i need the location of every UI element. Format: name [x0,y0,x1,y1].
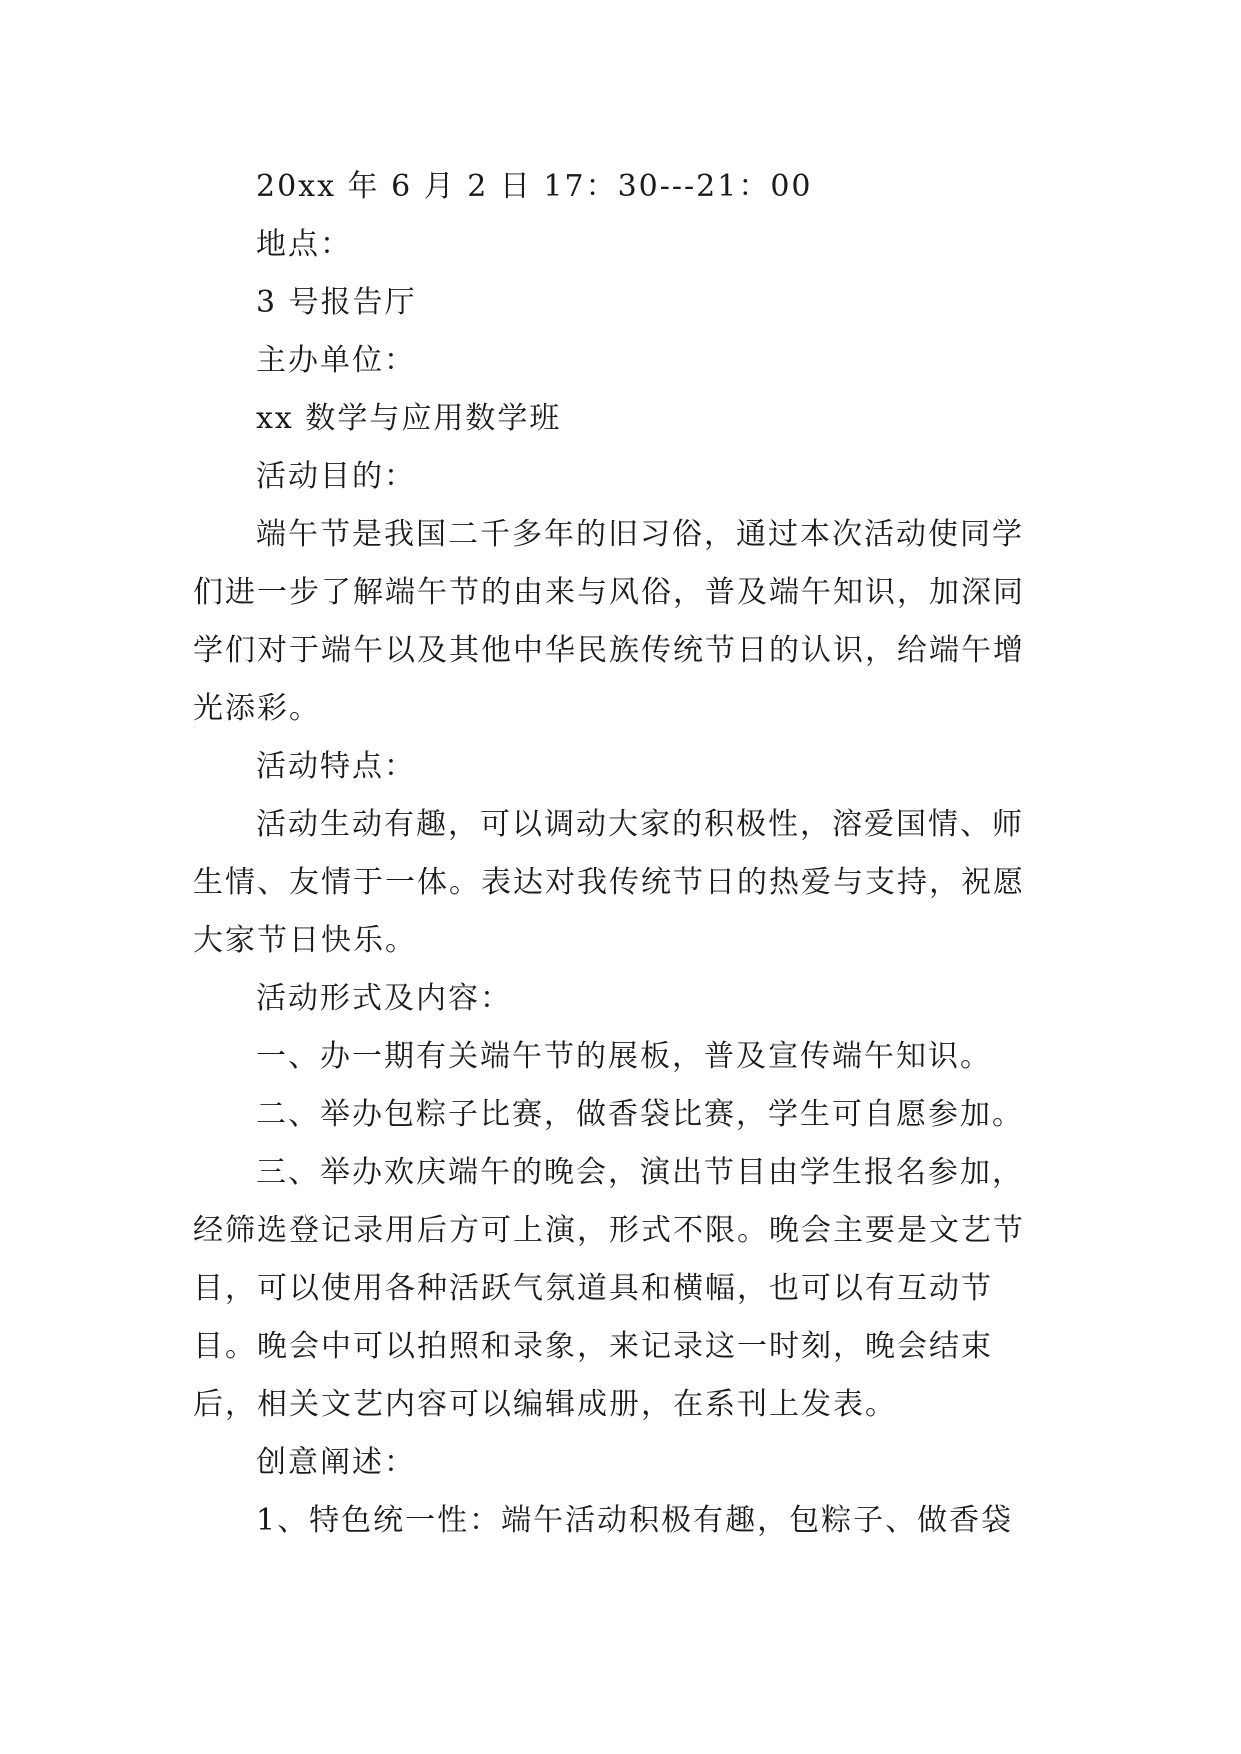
purpose-heading: 活动目的： [256,459,416,494]
organizer-heading: 主办单位： [256,343,416,378]
idea-item-1: 1、特色统一性：端午活动积极有趣，包粽子、做香袋 [256,1503,1014,1538]
form-item-3: 三、举办欢庆端午的晚会，演出节目由学生报名参加，经筛选登记录用后方可上演，形式不限。晚会主要是文艺节目，可以使用各种活跃气氛道具和横幅，也可以有互动节目。晚会中可以拍照和录象，来记录这一时刻，晚会结束后，相关文艺内容可以编辑成册，在系刊上发表。 [193,1155,1025,1422]
event-date-line: 20xx 年 6 月 2 日 17：30---21：00 [256,169,813,204]
form-heading: 活动形式及内容： [256,981,512,1016]
location-text: 3 号报告厅 [256,285,417,320]
features-heading: 活动特点： [256,749,416,784]
organizer-text: xx 数学与应用数学班 [256,401,562,436]
purpose-paragraph: 端午节是我国二千多年的旧习俗，通过本次活动使同学们进一步了解端午节的由来与风俗，普及端午知识，加深同学们对于端午以及其他中华民族传统节日的认识，给端午增光添彩。 [193,517,1025,726]
form-item-2: 二、举办包粽子比赛，做香袋比赛，学生可自愿参加。 [256,1097,1024,1132]
location-heading: 地点： [256,227,352,262]
idea-heading: 创意阐述： [256,1445,416,1480]
features-paragraph: 活动生动有趣，可以调动大家的积极性，溶爱国情、师生情、友情于一体。表达对我传统节日的热爱与支持，祝愿大家节日快乐。 [193,807,1025,958]
form-item-1: 一、办一期有关端午节的展板，普及宣传端午知识。 [256,1039,992,1074]
